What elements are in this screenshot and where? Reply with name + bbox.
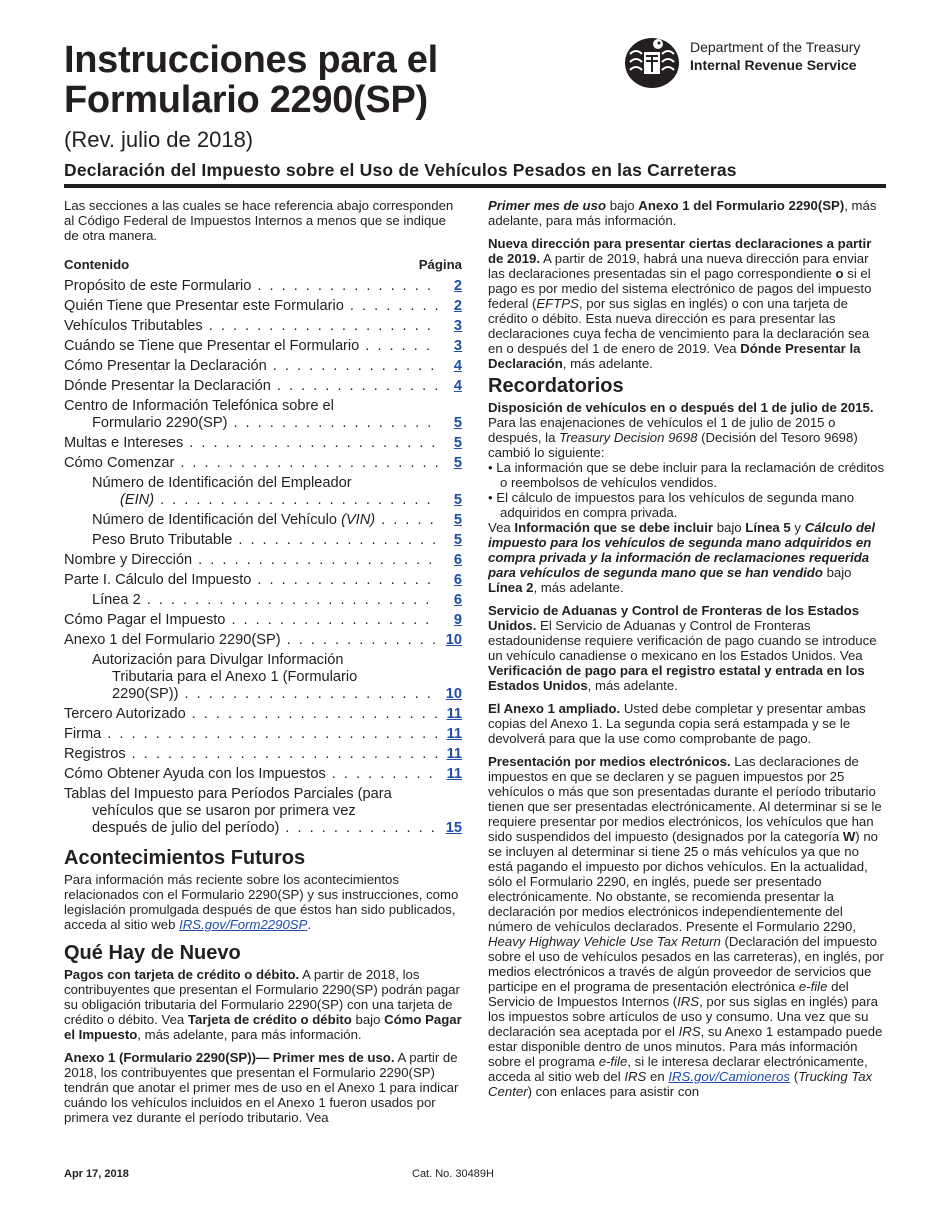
- toc-page-link[interactable]: 11: [446, 706, 462, 722]
- toc-item[interactable]: Multas e Intereses . . . 5: [64, 435, 462, 452]
- reminder-efile: Presentación por medios electrónicos. Las declaraciones de impuestos en que se declaren y se paguen impuestos por 25 vehículos o más que son presentadas durante el período tributario tienen que ser presentadas electrónicamente. Al determinar si se le requiere presentar por medios electrónicos, los vehículos que han sido suspendidos del impuesto (designados por la categoría W) no se incluyen al determinar si tiene 25 o más vehículos ya que no está pagando el impuesto por dichos vehículos. En la actualidad, sólo el Formulario 2290, en inglés, puede ser presentado electrónicamente. No obstante, se recomienda presentar la declaración por medios electrónicos independientemente del número de vehículos declarados. Presente el Formulario 2290, Heavy Highway Vehicle Use Tax Return (Declaración del impuesto sobre el uso de vehículos pesados en las carreteras), en inglés, por medios electrónicos a través de algún proveedor de servicios que participe en el programa de presentación electrónica e-file del Servicio de Impuestos Internos (IRS, por sus siglas en inglés) para los impuestos sobre artículos de uso y consumo. Una vez que su declaración sea aceptada por el IRS, su Anexo 1 estampado puede estar disponible dentro de unos minutos. Para más información sobre el programa e-file, si le interesa declarar electrónicamente, acceda al sitio web del IRS en IRS.gov/Camioneros (Trucking Tax Center) con enlaces para asistir con: [488, 754, 884, 1099]
- toc-item[interactable]: Dónde Presentar la Declaración . . . 4: [64, 378, 462, 395]
- irs-eagle-logo-icon: [622, 34, 686, 90]
- toc-heading: Contenido: [64, 257, 130, 272]
- toc-item[interactable]: Cómo Pagar el Impuesto . . . 9: [64, 612, 462, 629]
- dept-line-2: Internal Revenue Service: [690, 57, 857, 73]
- intro-text: Las secciones a las cuales se hace referencia abajo corresponden al Código Federal de Impuestos Internos a menos que se indique de otra manera.: [64, 198, 454, 243]
- footer-date: Apr 17, 2018: [64, 1168, 129, 1180]
- bullet-item: • El cálculo de impuestos para los vehículos de segunda mano adquiridos en compra privada.: [488, 490, 855, 520]
- toc-header: [64, 257, 462, 272]
- toc-item[interactable]: Nombre y Dirección . . . 6: [64, 552, 462, 569]
- new-address-paragraph: Nueva dirección para presentar ciertas declaraciones a partir de 2019. A partir de 2019, habrá una nueva dirección para enviar las declaraciones presentadas sin el pago correspondiente o si el pago es por medio del sistema electrónico de pagos del impuesto federal (EFTPS, por sus siglas en inglés) o con una tarjeta de crédito o débito. Esta nueva dirección es para presentar las declaraciones cuya fecha de vencimiento para la declaración sea en o después del 1 de enero de 2019. Vea Dónde Presentar la Declaración, más adelante.: [488, 236, 872, 371]
- toc-page-link[interactable]: 3: [453, 338, 462, 354]
- header-rule: [64, 184, 886, 188]
- toc-item[interactable]: Tablas del Impuesto para Períodos Parciales (para vehículos que se usaron por primera vez después de julio del período) . . . 15: [64, 786, 462, 837]
- toc-page-link[interactable]: 4: [453, 358, 462, 374]
- toc-page-link[interactable]: 10: [445, 686, 462, 702]
- toc-page-link[interactable]: 5: [453, 492, 462, 508]
- dept-line-1: Department of the Treasury: [690, 39, 861, 55]
- toc-item[interactable]: Línea 2 . . . 6: [64, 592, 462, 609]
- toc-item[interactable]: Número de Identificación del Vehículo (VIN) . . . 5: [64, 512, 462, 529]
- title-line-1: Instrucciones para el: [64, 39, 438, 81]
- reminder-vehicle-disposal: Disposición de vehículos en o después del 1 de julio de 2015. Para las enajenaciones de vehículos el 1 de julio de 2015 o después, la Treasury Decision 9698 (Decisión del Tesoro 9698) cambió lo siguiente: • La información que se debe incluir para la reclamación de créditos o reembolsos de vehículos vendidos. • El cálculo de impuestos para los vehículos de segunda mano adquiridos en compra privada. Vea Información que se debe incluir bajo Línea 5 y Cálculo del impuesto para los vehículos de segunda mano adquiridos en compra privada y la información de reclamaciones requerida para vehículos de segunda mano que se han vendido bajo Línea 2, más adelante.: [488, 400, 885, 595]
- footer-cat-number: Cat. No. 30489H: [412, 1168, 494, 1180]
- toc-item[interactable]: Quién Tiene que Presentar este Formulario . . . 2: [64, 298, 462, 315]
- whats-new-p1: Pagos con tarjeta de crédito o débito. A partir de 2018, los contribuyentes que presentan el Formulario 2290(SP) podrán pagar su obligación tributaria del Formulario 2290(SP) con una tarjeta de crédito o débito. Vea Tarjeta de crédito o débito bajo Cómo Pagar el Impuesto, más adelante, para más información.: [64, 967, 462, 1042]
- toc-page-link[interactable]: 3: [453, 318, 462, 334]
- toc-item[interactable]: Cómo Comenzar . . . 5: [64, 455, 462, 472]
- toc-item[interactable]: Centro de Información Telefónica sobre el Formulario 2290(SP) . . . 5: [64, 398, 462, 432]
- whats-new-heading: Qué Hay de Nuevo: [64, 942, 241, 964]
- toc-page-link[interactable]: 5: [453, 532, 462, 548]
- right-column: [488, 198, 886, 1107]
- toc-item[interactable]: Parte I. Cálculo del Impuesto . . . 6: [64, 572, 462, 589]
- future-text: Para información más reciente sobre los acontecimientos relacionados con el Formulario 2290(SP) y sus instrucciones, como legislación promulgada después de que éstos han sido publicados, acceda al sitio web IRS.gov/Form2290SP.: [64, 872, 459, 932]
- reminder-customs: Servicio de Aduanas y Control de Fronteras de los Estados Unidos. El Servicio de Aduanas y Control de Fronteras estadounidense requiere verificación de pago cuando se introduce un vehículo canadiense o mexicano en los Estados Unidos. Vea Verificación de pago para el registro estatal y entrada en los Estados Unidos, más adelante.: [488, 603, 877, 693]
- toc-page-link[interactable]: 9: [453, 612, 462, 628]
- irs-form2290sp-link[interactable]: IRS.gov/Form2290SP: [179, 917, 308, 932]
- toc-page-link[interactable]: 2: [453, 298, 462, 314]
- toc-page-link[interactable]: 5: [453, 435, 462, 451]
- revision-date: (Rev. julio de 2018): [64, 127, 254, 152]
- toc-page-link[interactable]: 4: [453, 378, 462, 394]
- toc-item[interactable]: Autorización para Divulgar Información Tributaria para el Anexo 1 (Formulario 2290(SP)) . . . 10: [64, 652, 462, 703]
- toc-page-link[interactable]: 10: [445, 632, 462, 648]
- toc-page-link[interactable]: 6: [453, 572, 462, 588]
- toc-item[interactable]: Vehículos Tributables . . . 3: [64, 318, 462, 335]
- toc-page-link[interactable]: 5: [453, 512, 462, 528]
- right-p0: Primer mes de uso bajo Anexo 1 del Formulario 2290(SP), más adelante, para más información.: [488, 198, 877, 228]
- form-subtitle: Declaración del Impuesto sobre el Uso de Vehículos Pesados en las Carreteras: [64, 160, 737, 180]
- toc-item[interactable]: Firma . . . 11: [64, 726, 462, 743]
- toc-page-link[interactable]: 2: [453, 278, 462, 294]
- toc-item[interactable]: Cuándo se Tiene que Presentar el Formulario . . . 3: [64, 338, 462, 355]
- whats-new-p2: Anexo 1 (Formulario 2290(SP))— Primer mes de uso. A partir de 2018, los contribuyentes que presentan el Formulario 2290(SP) tendrán que anotar el primer mes de uso en el Anexo 1 para indicar cuándo los vehículos incluidos en el Anexo 1 fueron usados por primera vez durante el período tributario. Vea: [64, 1050, 459, 1125]
- agency-name: [690, 38, 860, 74]
- toc-page-link[interactable]: 5: [453, 455, 462, 471]
- future-heading: Acontecimientos Futuros: [64, 847, 306, 869]
- toc-page-link[interactable]: 5: [453, 415, 462, 431]
- toc-page-link[interactable]: 15: [445, 820, 462, 836]
- bullet-item: • La información que se debe incluir para la reclamación de créditos o reembolsos de vehículos vendidos.: [488, 460, 885, 490]
- reminders-heading: Recordatorios: [488, 375, 624, 397]
- table-of-contents: [64, 278, 462, 837]
- toc-item[interactable]: Cómo Obtener Ayuda con los Impuestos . . . 11: [64, 766, 462, 783]
- toc-page-link[interactable]: 6: [453, 592, 462, 608]
- reminder-schedule1: El Anexo 1 ampliado. Usted debe completar y presentar ambas copias del Anexo 1. La segunda copia será estampada y se le devolverá para que la use como comprobante de pago.: [488, 701, 866, 746]
- toc-item[interactable]: Propósito de este Formulario . . . 2: [64, 278, 462, 295]
- page-title: [64, 40, 438, 120]
- toc-item[interactable]: Registros . . . 11: [64, 746, 462, 763]
- toc-page-link[interactable]: 11: [446, 746, 462, 762]
- toc-item[interactable]: Cómo Presentar la Declaración . . . 4: [64, 358, 462, 375]
- toc-item[interactable]: Peso Bruto Tributable . . . 5: [64, 532, 462, 549]
- toc-item[interactable]: Anexo 1 del Formulario 2290(SP) . . . 10: [64, 632, 462, 649]
- toc-page-link[interactable]: 11: [446, 766, 462, 782]
- toc-page-heading: Página: [418, 257, 462, 272]
- toc-item[interactable]: Número de Identificación del Empleador (EIN) . . . 5: [64, 475, 462, 509]
- left-column: [64, 198, 462, 1133]
- toc-page-link[interactable]: 11: [446, 726, 462, 742]
- title-line-2: Formulario 2290(SP): [64, 79, 428, 121]
- toc-item[interactable]: Tercero Autorizado . . . 11: [64, 706, 462, 723]
- toc-page-link[interactable]: 6: [453, 552, 462, 568]
- irs-camioneros-link[interactable]: IRS.gov/Camioneros: [668, 1069, 791, 1084]
